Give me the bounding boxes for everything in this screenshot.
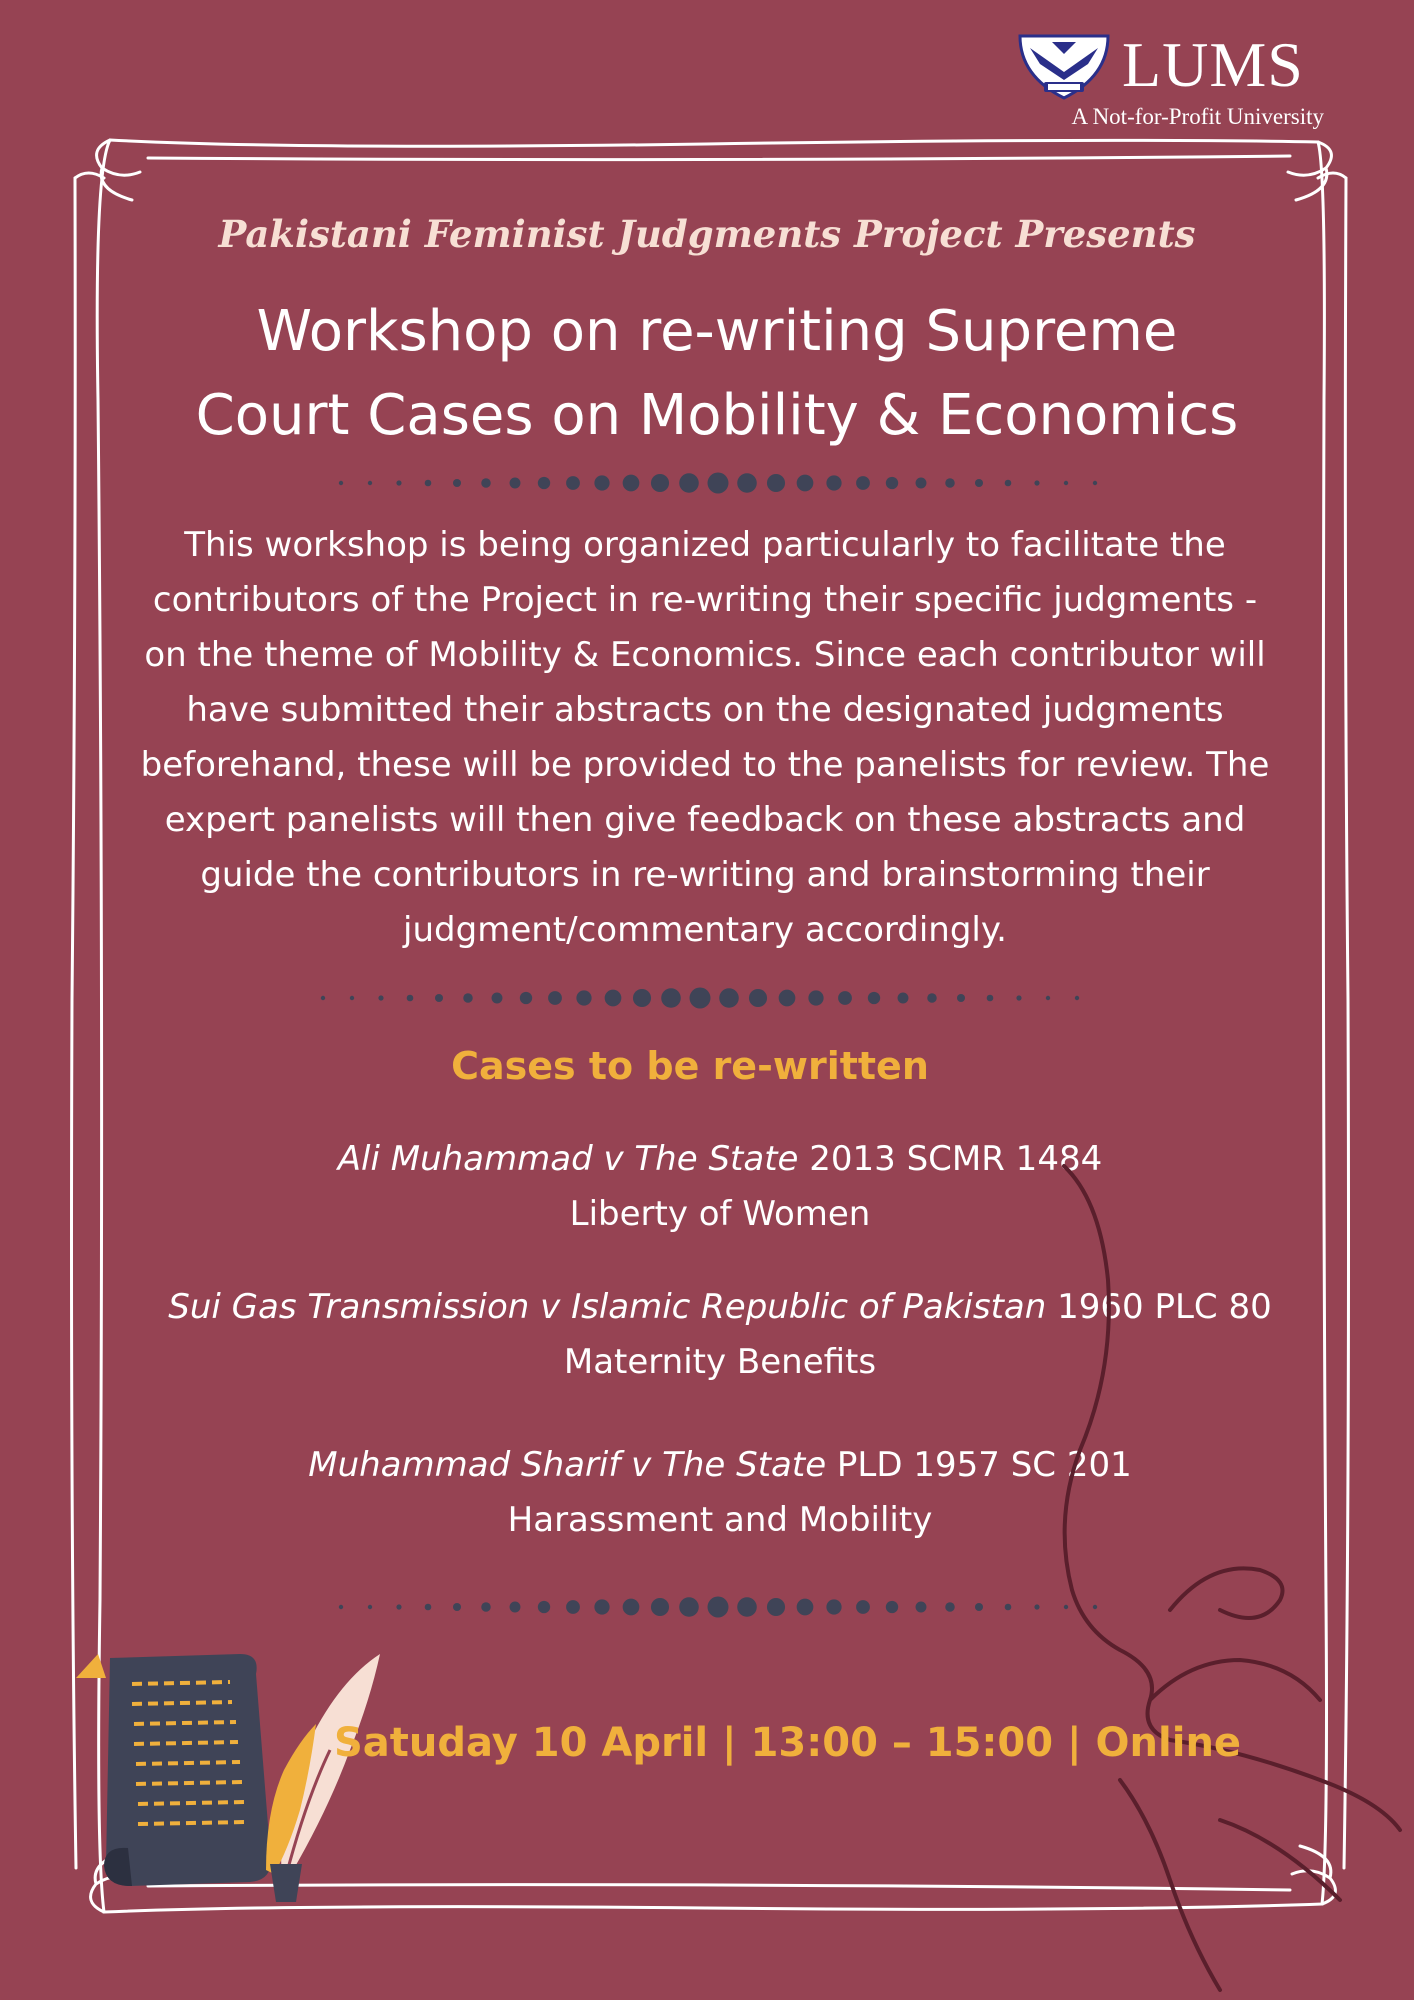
scroll-and-quill-icon xyxy=(70,1640,390,1910)
divider-dot xyxy=(826,475,841,490)
divider-dot xyxy=(679,473,699,493)
divider-dot xyxy=(1034,1604,1039,1609)
logo-name: LUMS xyxy=(1122,29,1304,100)
divider-dot xyxy=(1005,1604,1012,1611)
description-line: beforehand, these will be provided to the panelists for review. The xyxy=(140,745,1270,785)
divider-dot xyxy=(339,481,343,485)
divider-dot xyxy=(708,473,729,494)
divider-dot xyxy=(407,995,414,1002)
presenter-line: Pakistani Feminist Judgments Project Presents xyxy=(218,212,1196,256)
divider-dot xyxy=(856,1600,870,1614)
divider-dot xyxy=(633,989,651,1007)
divider-dot xyxy=(368,1605,372,1609)
divider-dot xyxy=(975,479,983,487)
lums-emblem-icon xyxy=(1016,30,1112,102)
divider-dot xyxy=(916,478,927,489)
case-title xyxy=(100,1280,1340,1335)
divider-dot xyxy=(481,1602,490,1611)
title-line-1: Workshop on re-writing Supreme xyxy=(256,299,1178,364)
divider-dot xyxy=(987,995,994,1002)
case-theme: Harassment and Mobility xyxy=(507,1500,933,1540)
divider-dot xyxy=(886,1601,898,1613)
divider-dot xyxy=(957,994,965,1002)
divider-dot xyxy=(690,988,711,1009)
case-citation: 1960 PLC 80 xyxy=(1046,1287,1272,1327)
divider-dot xyxy=(737,473,757,493)
case-item xyxy=(100,1280,1340,1390)
divider-dot xyxy=(826,1599,841,1614)
divider-dot xyxy=(767,1598,785,1616)
divider-dot xyxy=(1005,480,1012,487)
divider-dot xyxy=(605,990,622,1007)
divider-dot xyxy=(520,992,532,1004)
divider-dot xyxy=(856,476,870,490)
divider-dot xyxy=(538,1601,550,1613)
description-line: judgment/commentary accordingly. xyxy=(403,910,1007,950)
divider-dot xyxy=(651,1598,669,1616)
divider-dot xyxy=(435,994,443,1002)
divider-dot xyxy=(868,992,880,1004)
divider-dot xyxy=(1093,1605,1097,1609)
divider-dot xyxy=(916,1602,927,1613)
divider-dot xyxy=(737,1597,757,1617)
face-line-art-icon xyxy=(1020,1140,1414,2000)
case-name: Muhammad Sharif v The State xyxy=(308,1445,827,1485)
description-line: expert panelists will then give feedback on these abstracts and xyxy=(164,800,1246,840)
divider-dot xyxy=(339,1605,343,1609)
divider-dot xyxy=(425,1604,432,1611)
case-title xyxy=(100,1132,1340,1187)
divider-dot xyxy=(651,474,669,492)
case-name: Sui Gas Transmission v Islamic Republic of Pakistan xyxy=(168,1287,1047,1327)
divider-dot xyxy=(510,1602,521,1613)
divider-dot xyxy=(767,474,785,492)
divider-dot xyxy=(594,1599,609,1614)
dot-divider-2 xyxy=(300,983,1100,1013)
divider-dot xyxy=(566,476,580,490)
divider-dot xyxy=(1016,995,1021,1000)
divider-dot xyxy=(538,477,550,489)
divider-dot xyxy=(368,481,372,485)
divider-dot xyxy=(797,1599,814,1616)
divider-dot xyxy=(1064,1605,1068,1609)
divider-dot xyxy=(886,477,898,489)
divider-dot xyxy=(378,995,383,1000)
divider-dot xyxy=(898,993,909,1004)
divider-dot xyxy=(749,989,767,1007)
divider-dot xyxy=(779,990,796,1007)
divider-dot xyxy=(1046,996,1050,1000)
case-name: Ali Muhammad v The State xyxy=(337,1139,799,1179)
case-title xyxy=(100,1438,1340,1493)
description-line: guide the contributors in re-writing and brainstorming their xyxy=(200,855,1210,895)
description-line: on the theme of Mobility & Economics. Since each contributor will xyxy=(144,635,1266,675)
divider-dot xyxy=(481,478,490,487)
logo-tagline: A Not-for-Profit University xyxy=(1071,104,1324,129)
divider-dot xyxy=(566,1600,580,1614)
divider-dot xyxy=(838,991,852,1005)
divider-dot xyxy=(945,478,954,487)
divider-dot xyxy=(945,1602,954,1611)
divider-dot xyxy=(396,480,401,485)
cases-heading: Cases to be re-written xyxy=(451,1044,929,1088)
divider-dot xyxy=(708,1597,729,1618)
divider-dot xyxy=(719,988,739,1008)
divider-dot xyxy=(1034,480,1039,485)
divider-dot xyxy=(661,988,681,1008)
case-theme: Liberty of Women xyxy=(569,1194,871,1234)
divider-dot xyxy=(679,1597,699,1617)
divider-dot xyxy=(1075,996,1079,1000)
divider-dot xyxy=(321,996,325,1000)
divider-dot xyxy=(1064,481,1068,485)
title-line-2: Court Cases on Mobility & Economics xyxy=(195,383,1239,448)
event-info: Satuday 10 April | 13:00 – 15:00 | Online xyxy=(334,1720,1242,1766)
description xyxy=(120,518,1290,958)
divider-dot xyxy=(975,1603,983,1611)
case-theme: Maternity Benefits xyxy=(563,1342,877,1382)
case-item xyxy=(100,1132,1340,1242)
divider-dot xyxy=(797,475,814,492)
divider-dot xyxy=(576,990,591,1005)
description-line: contributors of the Project in re-writing their specific judgments - xyxy=(152,580,1258,620)
divider-dot xyxy=(1093,481,1097,485)
description-line: have submitted their abstracts on the designated judgments xyxy=(186,690,1224,730)
case-citation: PLD 1957 SC 201 xyxy=(826,1445,1132,1485)
divider-dot xyxy=(453,1603,461,1611)
divider-dot xyxy=(594,475,609,490)
divider-dot xyxy=(492,993,503,1004)
divider-dot xyxy=(623,475,640,492)
divider-dot xyxy=(623,1599,640,1616)
case-item xyxy=(100,1438,1340,1548)
divider-dot xyxy=(510,478,521,489)
description-line: This workshop is being organized particularly to facilitate the xyxy=(184,525,1226,565)
divider-dot xyxy=(453,479,461,487)
divider-dot xyxy=(927,993,936,1002)
divider-dot xyxy=(463,993,472,1002)
divider-dot xyxy=(425,480,432,487)
divider-dot xyxy=(548,991,562,1005)
divider-dot xyxy=(350,996,354,1000)
divider-dot xyxy=(808,990,823,1005)
dot-divider-3 xyxy=(318,1592,1118,1622)
divider-dot xyxy=(396,1604,401,1609)
case-citation: 2013 SCMR 1484 xyxy=(798,1139,1103,1179)
dot-divider-1 xyxy=(318,468,1118,498)
page-title xyxy=(120,290,1314,458)
lums-logo xyxy=(1012,26,1324,136)
